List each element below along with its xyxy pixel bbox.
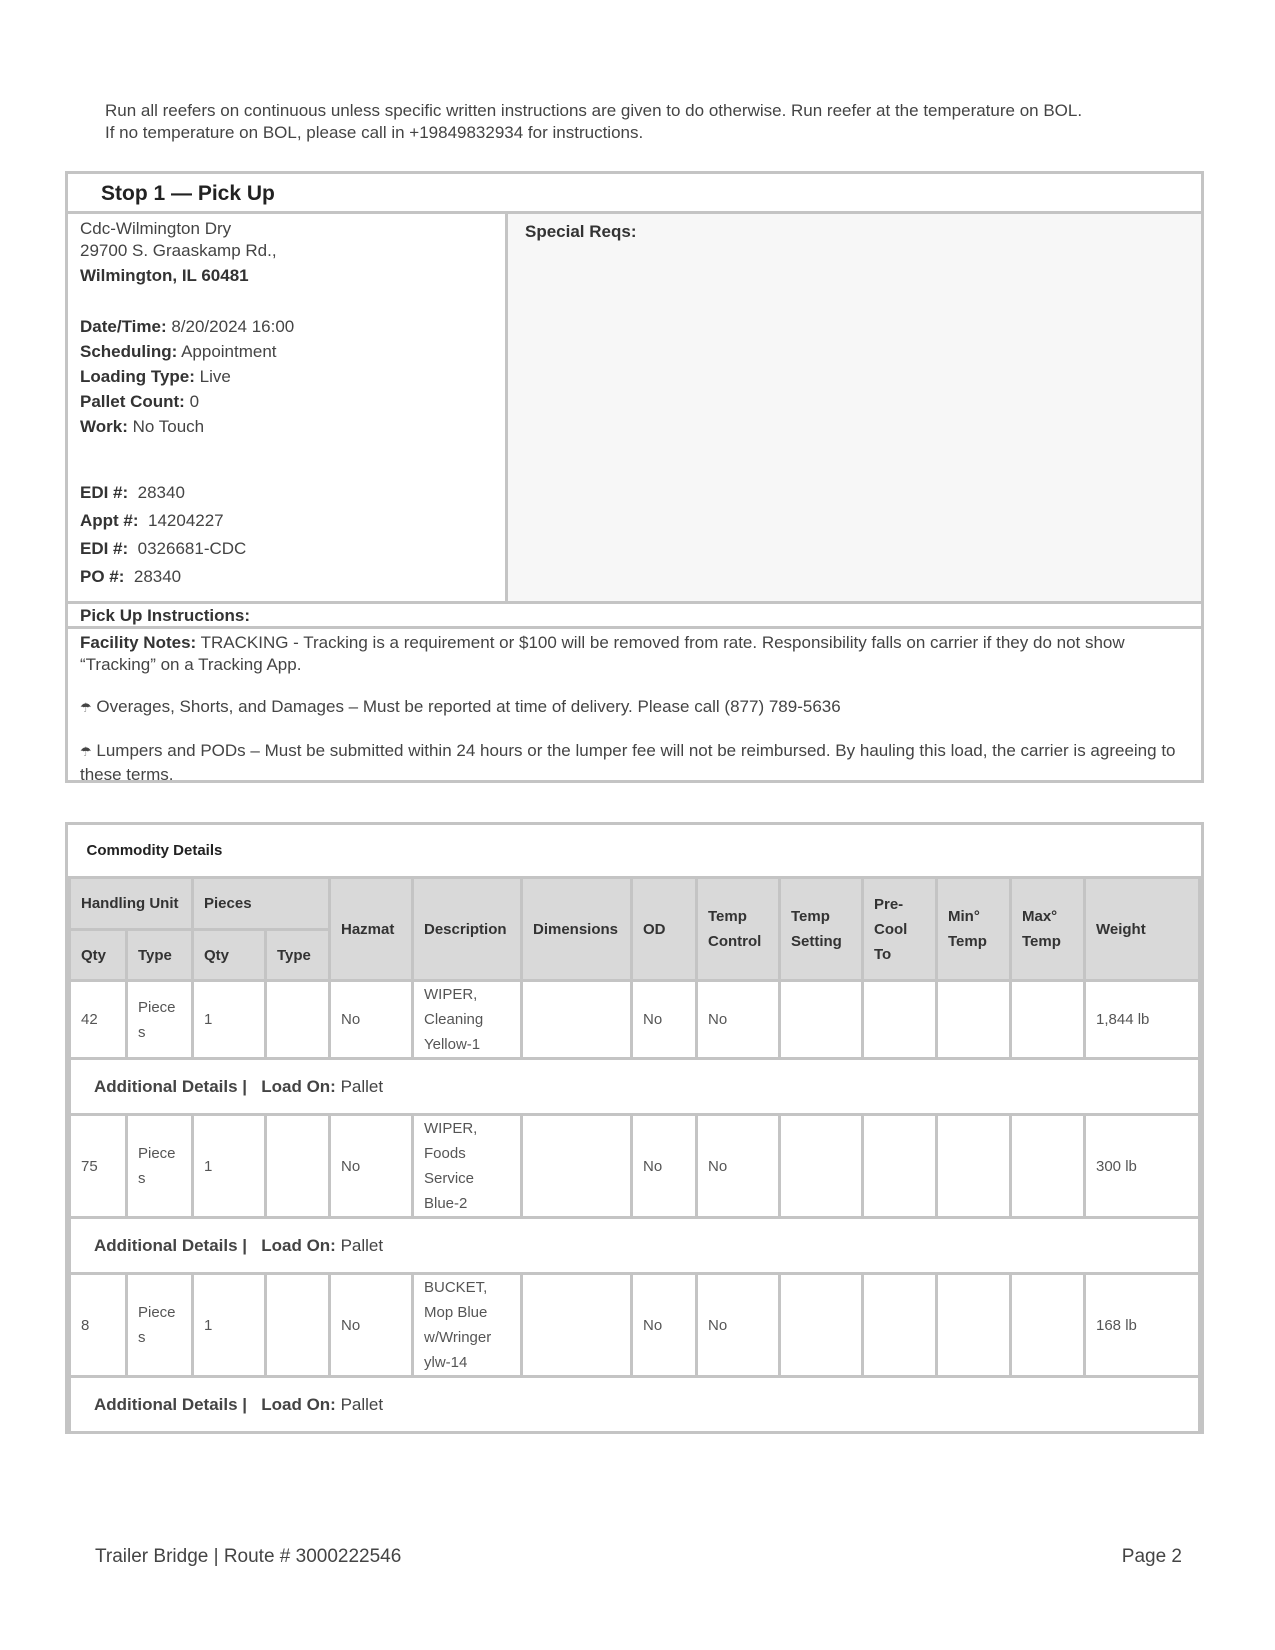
header-pre-cool-to: Pre-Cool To bbox=[863, 878, 937, 981]
header-dimensions: Dimensions bbox=[522, 878, 632, 981]
header-temp-setting: Temp Setting bbox=[780, 878, 863, 981]
header-hu-type: Type bbox=[127, 930, 193, 981]
special-reqs-label: Special Reqs: bbox=[525, 222, 637, 241]
cell-pc-qty: 1 bbox=[193, 981, 266, 1059]
cell-hu-qty: 75 bbox=[70, 1115, 127, 1218]
cell-description: BUCKET, Mop Blue w/Wringer ylw-14 bbox=[413, 1274, 522, 1377]
facility-city: Wilmington, IL 60481 bbox=[80, 266, 249, 285]
commodity-section bbox=[65, 822, 1204, 1434]
facility-name: Cdc-Wilmington Dry bbox=[80, 219, 232, 238]
cell-max-temp bbox=[1011, 981, 1085, 1059]
cell-pc-qty: 1 bbox=[193, 1115, 266, 1218]
header-pc-qty: Qty bbox=[193, 930, 266, 981]
additional-details-row: Additional Details | Load On: Pallet bbox=[70, 1218, 1200, 1274]
additional-details-row: Additional Details | Load On: Pallet bbox=[70, 1059, 1200, 1115]
stop-title: Stop 1 — Pick Up bbox=[68, 174, 1201, 214]
header-temp-control: Temp Control bbox=[697, 878, 780, 981]
cell-hu-type: Pieces bbox=[127, 1274, 193, 1377]
cell-weight: 1,844 lb bbox=[1085, 981, 1200, 1059]
cell-description: WIPER, Cleaning Yellow-1 bbox=[413, 981, 522, 1059]
header-hu-qty: Qty bbox=[70, 930, 127, 981]
cell-od: No bbox=[632, 1274, 697, 1377]
footer-page-number: Page 2 bbox=[1121, 1546, 1182, 1567]
header-handling-unit: Handling Unit bbox=[70, 878, 193, 930]
ref-po: PO #: 28340 bbox=[80, 567, 182, 586]
cell-min-temp bbox=[937, 981, 1011, 1059]
header-pc-type: Type bbox=[266, 930, 330, 981]
header-weight: Weight bbox=[1085, 878, 1200, 981]
cell-min-temp bbox=[937, 1115, 1011, 1218]
header-od: OD bbox=[632, 878, 697, 981]
facility-notes: Facility Notes: TRACKING - Tracking is a requirement or $100 will be removed from rate. Responsibility falls on carrier if they do not show “Tracking” on a Tracking App. bbox=[80, 633, 1125, 674]
cell-temp-setting bbox=[780, 1274, 863, 1377]
special-reqs bbox=[508, 214, 1201, 604]
commodity-title: Commodity Details bbox=[70, 825, 1200, 878]
header-max-temp: Max° Temp bbox=[1011, 878, 1085, 981]
commodity-table bbox=[68, 825, 1201, 1434]
cell-pc-type bbox=[266, 1274, 330, 1377]
cell-hazmat: No bbox=[330, 1115, 413, 1218]
pickup-instructions bbox=[68, 629, 1201, 784]
cell-hazmat: No bbox=[330, 1274, 413, 1377]
cell-pc-type bbox=[266, 1115, 330, 1218]
cell-dimensions bbox=[522, 1274, 632, 1377]
additional-details-row: Additional Details | Load On: Pallet bbox=[70, 1377, 1200, 1433]
cell-weight: 300 lb bbox=[1085, 1115, 1200, 1218]
stop-details bbox=[68, 214, 508, 604]
intro-line-1: Run all reefers on continuous unless specific written instructions are given to do otherwise. Run reefer at the temperature on BOL. bbox=[105, 101, 1083, 120]
table-row bbox=[70, 981, 1200, 1059]
footer-route: Trailer Bridge | Route # 3000222546 bbox=[95, 1546, 402, 1567]
intro-instructions bbox=[105, 100, 1185, 144]
table-row bbox=[70, 1115, 1200, 1218]
intro-line-2: If no temperature on BOL, please call in +19849832934 for instructions. bbox=[105, 123, 644, 142]
cell-hu-type: Pieces bbox=[127, 981, 193, 1059]
cell-max-temp bbox=[1011, 1274, 1085, 1377]
cell-dimensions bbox=[522, 981, 632, 1059]
ref-edi-1: EDI #: 28340 bbox=[80, 483, 185, 502]
cell-hu-qty: 8 bbox=[70, 1274, 127, 1377]
cell-temp-control: No bbox=[697, 981, 780, 1059]
facility-address: 29700 S. Graaskamp Rd., bbox=[80, 241, 277, 260]
cell-temp-setting bbox=[780, 981, 863, 1059]
cell-od: No bbox=[632, 981, 697, 1059]
cell-hazmat: No bbox=[330, 981, 413, 1059]
cell-weight: 168 lb bbox=[1085, 1274, 1200, 1377]
cell-pre-cool bbox=[863, 1274, 937, 1377]
ref-edi-2: EDI #: 0326681-CDC bbox=[80, 539, 247, 558]
cell-dimensions bbox=[522, 1115, 632, 1218]
cell-hu-type: Pieces bbox=[127, 1115, 193, 1218]
cell-pc-qty: 1 bbox=[193, 1274, 266, 1377]
ref-appt: Appt #: 14204227 bbox=[80, 511, 224, 530]
field-work: Work: No Touch bbox=[80, 417, 205, 436]
note-overages: ☂ Overages, Shorts, and Damages – Must be reported at time of delivery. Please call (877) 789-5636 bbox=[80, 697, 841, 716]
cell-pre-cool bbox=[863, 1115, 937, 1218]
field-pallet-count: Pallet Count: 0 bbox=[80, 392, 200, 411]
header-hazmat: Hazmat bbox=[330, 878, 413, 981]
header-description: Description bbox=[413, 878, 522, 981]
field-scheduling: Scheduling: Appointment bbox=[80, 342, 277, 361]
cell-temp-setting bbox=[780, 1115, 863, 1218]
umbrella-icon: ☂ bbox=[80, 745, 92, 760]
cell-min-temp bbox=[937, 1274, 1011, 1377]
header-pieces: Pieces bbox=[193, 878, 330, 930]
cell-pre-cool bbox=[863, 981, 937, 1059]
field-loading-type: Loading Type: Live bbox=[80, 367, 231, 386]
cell-od: No bbox=[632, 1115, 697, 1218]
cell-temp-control: No bbox=[697, 1115, 780, 1218]
pickup-instructions-label: Pick Up Instructions: bbox=[68, 604, 1201, 629]
header-min-temp: Min° Temp bbox=[937, 878, 1011, 981]
field-datetime: Date/Time: 8/20/2024 16:00 bbox=[80, 317, 295, 336]
stop-section bbox=[65, 171, 1204, 783]
table-row bbox=[70, 1274, 1200, 1377]
umbrella-icon: ☂ bbox=[80, 701, 92, 716]
cell-pc-type bbox=[266, 981, 330, 1059]
cell-hu-qty: 42 bbox=[70, 981, 127, 1059]
note-lumpers: ☂ Lumpers and PODs – Must be submitted within 24 hours or the lumper fee will not be reimbursed. By hauling this load, the carrier is agreeing to these terms. bbox=[80, 741, 1176, 784]
cell-temp-control: No bbox=[697, 1274, 780, 1377]
cell-max-temp bbox=[1011, 1115, 1085, 1218]
cell-description: WIPER, Foods Service Blue-2 bbox=[413, 1115, 522, 1218]
